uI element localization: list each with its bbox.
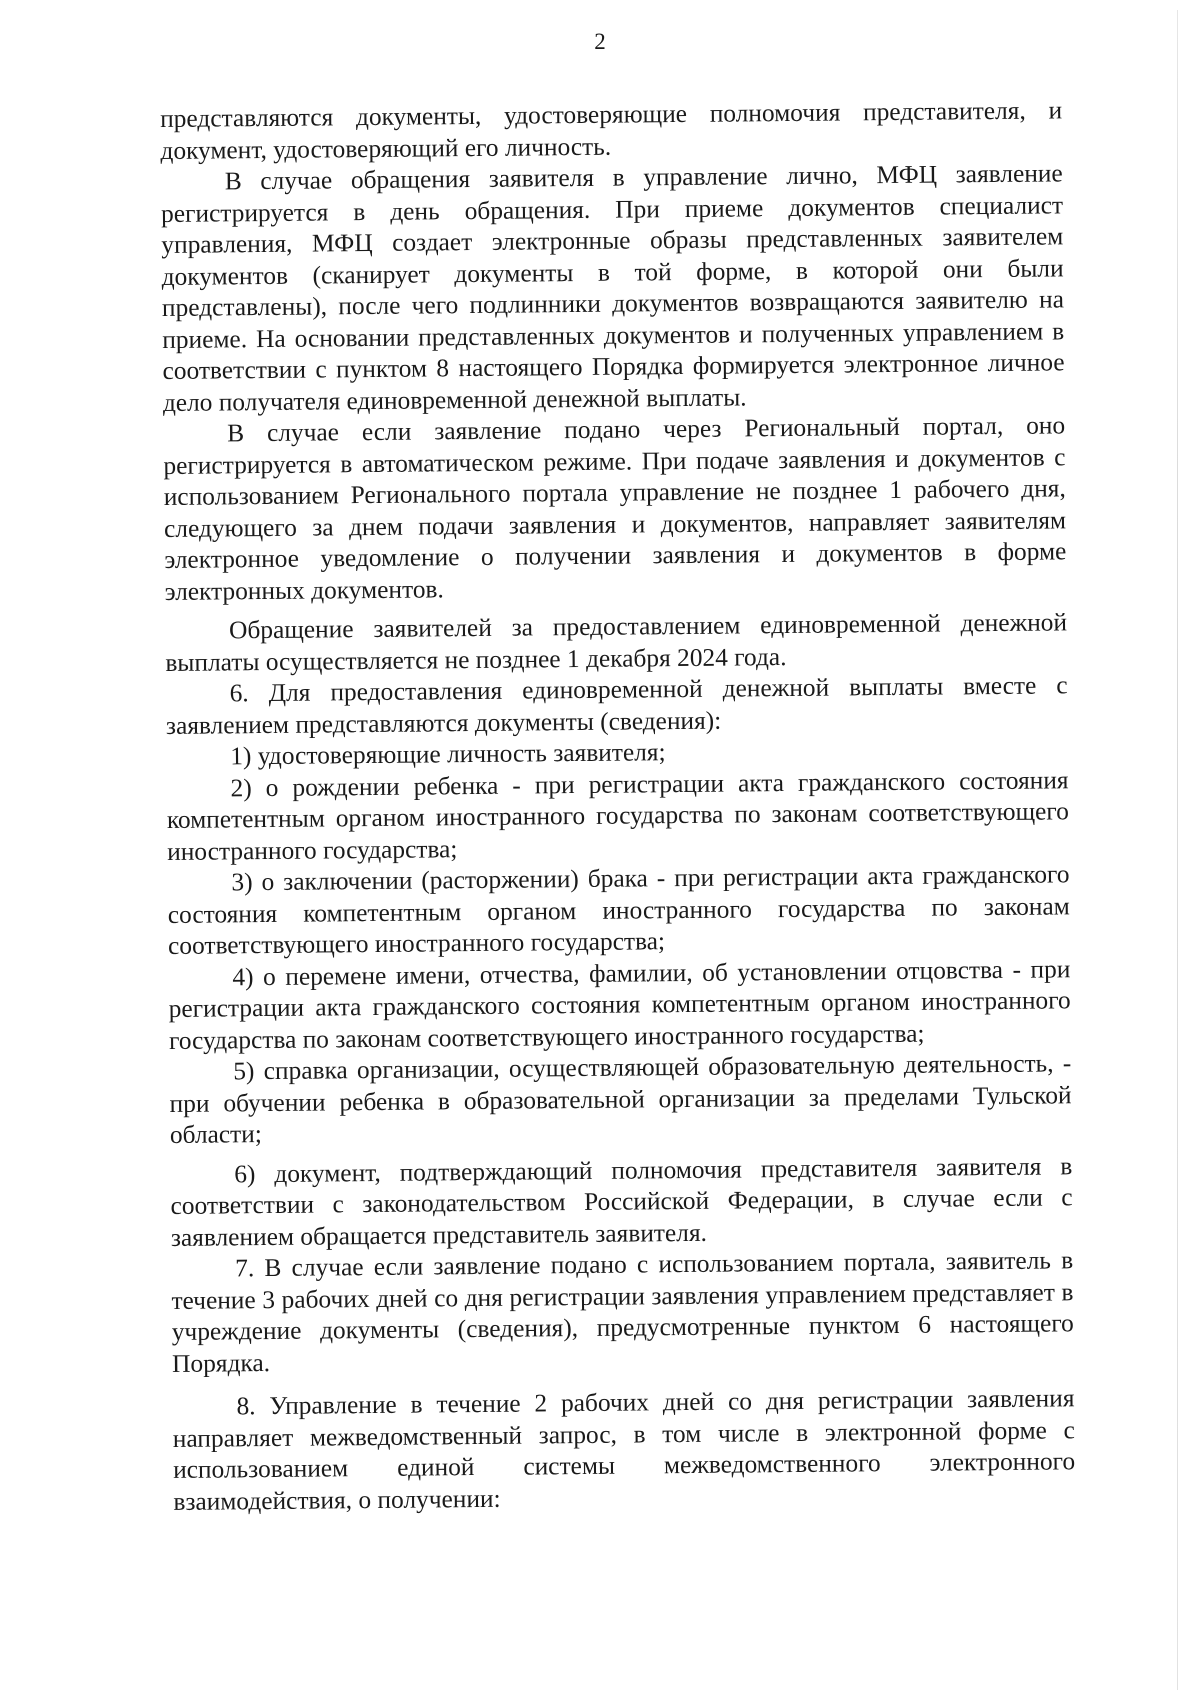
paragraph-item-7: 7. В случае если заявление подано с использованием портала, заявитель в течение 3 рабочих дней со дня регистрации заявления управлением представляет в учреждение документы (сведения), предусмотренные пунктом 6 настоящего Порядка. (171, 1246, 1074, 1378)
paragraph-deadline: Обращение заявителей за предоставлением единовременной денежной выплаты осуществляется не позднее 1 декабря 2024 года. (165, 608, 1068, 677)
paragraph-item-6: 6. Для предоставления единовременной денежной выплаты вместе с заявлением представляются документы (сведения): (165, 671, 1068, 740)
document-body (160, 95, 1076, 1518)
paragraph-item-8: 8. Управление в течение 2 рабочих дней со дня регистрации заявления направляет межведомственный запрос, в том числе в электронной форме с использованием единой системы межведомственного электронного взаимодействия, о получении: (172, 1384, 1076, 1516)
paragraph-regional-portal: В случае если заявление подано через Региональный портал, оно регистрируется в автоматическом режиме. При подаче заявления и документов с использованием Регионального портала управление не позднее 1 рабочего дня, следующего за днем подачи заявления и документов, направляет заявителям электронное уведомление о получении заявления и документов в форме электронных документов. (163, 411, 1067, 606)
scan-edge-line (1177, 10, 1178, 1690)
paragraph-representative-documents: представляются документы, удостоверяющие полномочия представителя, и документ, удостоверяющий его личность. (160, 96, 1063, 165)
paragraph-personal-application: В случае обращения заявителя в управление лично, МФЦ заявление регистрируется в день обращения. При приеме документов специалист управления, МФЦ создает электронные образы представленных заявителем документов (сканирует документы в той форме, в которой они были представлены), после чего подлинники документов возвращаются заявителю на приеме. На основании представленных документов и полученных управлением в соответствии с пунктом 8 настоящего Порядка формируется электронное личное дело получателя единовременной денежной выплаты. (160, 159, 1065, 417)
list-item-2: 2) о рождении ребенка - при регистрации акта гражданского состояния компетентным органом иностранного государства по законам соответствующего иностранного государства; (166, 765, 1069, 866)
list-item-1: 1) удостоверяющие личность заявителя; (230, 738, 666, 771)
list-item-6: 6) документ, подтверждающий полномочия представителя заявителя в соответствии с законодательством Российской Федерации, в случае если с заявлением обращается представитель заявителя. (170, 1151, 1073, 1252)
list-item-4: 4) о перемене имени, отчества, фамилии, об установлении отцовства - при регистрации акта гражданского состояния компетентным органом иностранного государства по законам соответствующего иностранного государства; (168, 954, 1071, 1055)
list-item-5: 5) справка организации, осуществляющей образовательную деятельность, - при обучении ребенка в образовательной организации за пределами Тульской области; (169, 1049, 1072, 1149)
page-number: 2 (594, 29, 606, 54)
list-item-3: 3) о заключении (расторжении) брака - при регистрации акта гражданского состояния компетентным органом иностранного государства по законам соответствующего иностранного государства; (167, 860, 1070, 960)
